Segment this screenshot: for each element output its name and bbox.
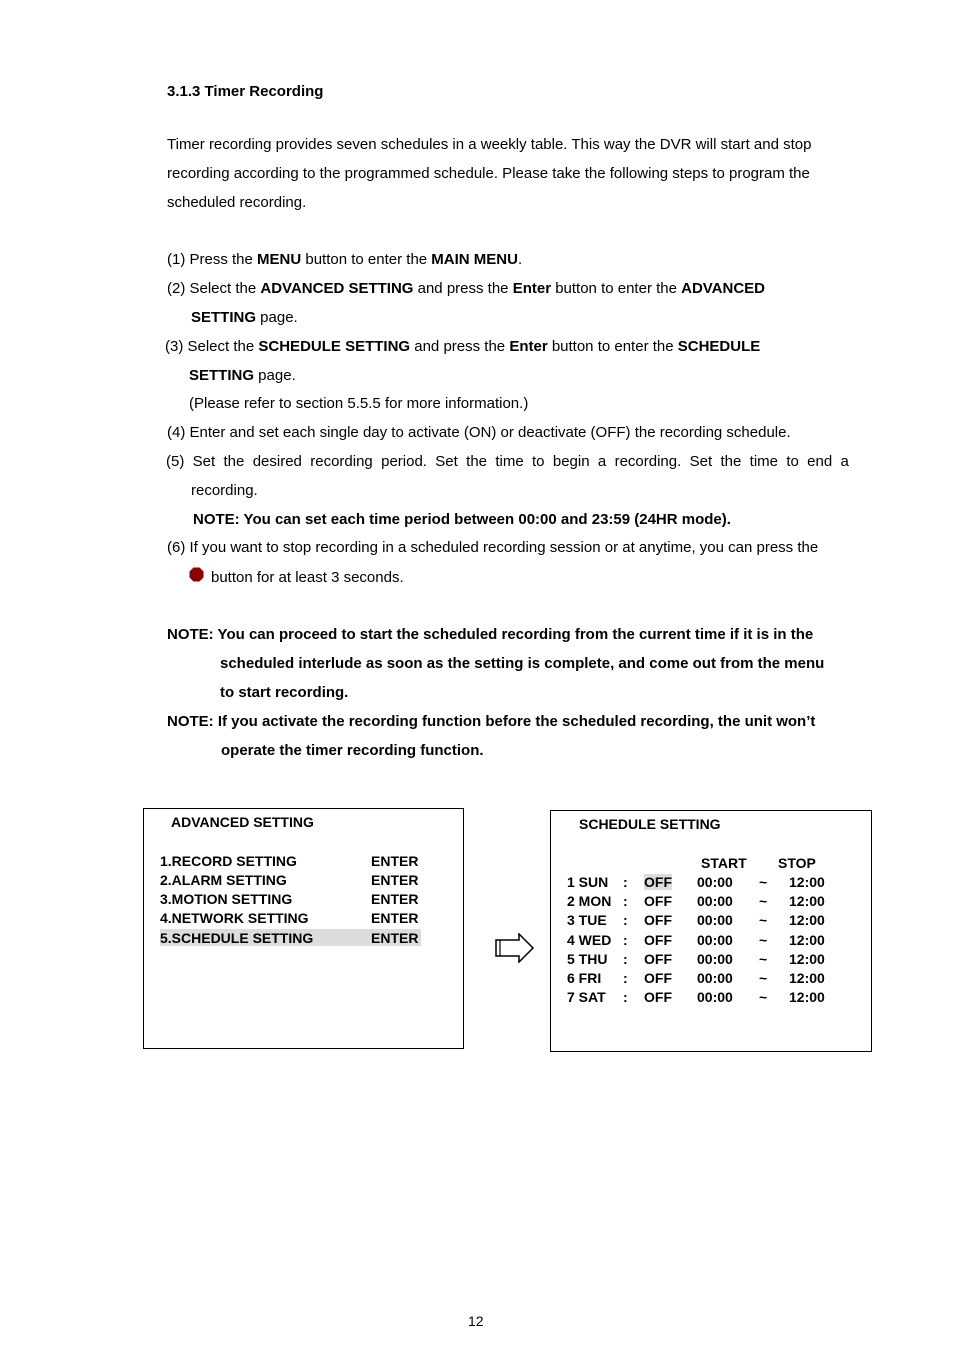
step-5-line-1: (5) Set the desired recording period. Set the time to begin a recording. Set the time to end a — [166, 453, 849, 470]
note-1-line-1: NOTE: You can proceed to start the scheduled recording from the current time if it is in the — [167, 626, 814, 643]
status-value[interactable]: OFF — [644, 931, 672, 948]
page-number: 12 — [468, 1313, 484, 1329]
step-1: (1) Press the MENU button to enter the MAIN MENU. — [167, 251, 523, 268]
day-separator: : — [623, 970, 628, 986]
range-tilde: ~ — [759, 989, 768, 1006]
right-arrow-icon — [495, 933, 535, 963]
section-title: 3.1.3 Timer Recording — [167, 83, 324, 100]
range-tilde: ~ — [759, 912, 768, 929]
day-label: 7 SAT — [567, 989, 606, 1006]
menu-item-record-enter[interactable]: ENTER — [371, 853, 419, 869]
menu-item-network-setting[interactable]: 4.NETWORK SETTING — [160, 910, 309, 926]
step-3-reference: (Please refer to section 5.5.5 for more information.) — [189, 395, 529, 412]
stop-time[interactable]: 12:00 — [789, 989, 825, 1006]
menu-item-motion-enter[interactable]: ENTER — [371, 891, 419, 907]
day-separator: : — [623, 950, 628, 967]
step-3-line-1: (3) Select the SCHEDULE SETTING and press the Enter button to enter the SCHEDULE — [165, 338, 761, 355]
start-time[interactable]: 00:00 — [697, 931, 733, 948]
day-label: 3 TUE — [567, 912, 607, 929]
stop-column-header: STOP — [778, 855, 816, 871]
range-tilde: ~ — [759, 893, 768, 910]
range-tilde: ~ — [759, 874, 768, 890]
stop-time[interactable]: 12:00 — [789, 931, 825, 948]
record-button-icon — [189, 567, 204, 582]
day-separator: : — [623, 989, 628, 1006]
start-time[interactable]: 00:00 — [697, 970, 733, 986]
start-time[interactable]: 00:00 — [697, 893, 733, 910]
note-1-line-3: to start recording. — [220, 684, 349, 701]
stop-time[interactable]: 12:00 — [789, 950, 825, 967]
stop-time[interactable]: 12:00 — [789, 874, 825, 890]
step-5-line-2: recording. — [191, 482, 258, 499]
start-time[interactable]: 00:00 — [697, 989, 733, 1006]
menu-item-schedule-setting[interactable]: 5.SCHEDULE SETTING — [160, 930, 314, 946]
stop-time[interactable]: 12:00 — [789, 970, 825, 986]
day-separator: : — [623, 874, 628, 890]
intro-line-1: Timer recording provides seven schedules in a weekly table. This way the DVR will start and stop — [167, 136, 812, 153]
range-tilde: ~ — [759, 931, 768, 948]
step-2-line-1: (2) Select the ADVANCED SETTING and press the Enter button to enter the ADVANCED — [167, 280, 766, 297]
advanced-menu-title: ADVANCED SETTING — [171, 814, 314, 830]
day-label: 6 FRI — [567, 970, 602, 986]
intro-line-2: recording according to the programmed schedule. Please take the following steps to program the — [167, 165, 810, 182]
status-value[interactable]: OFF — [644, 970, 672, 986]
range-tilde: ~ — [759, 950, 768, 967]
stop-time[interactable]: 12:00 — [789, 912, 825, 929]
menu-item-alarm-setting[interactable]: 2.ALARM SETTING — [160, 872, 287, 888]
step-6-line-2: button for at least 3 seconds. — [211, 569, 404, 586]
menu-item-motion-setting[interactable]: 3.MOTION SETTING — [160, 891, 293, 907]
schedule-setting-menu — [550, 810, 872, 1052]
start-column-header: START — [701, 855, 747, 871]
day-separator: : — [623, 931, 628, 948]
status-value[interactable]: OFF — [644, 989, 672, 1006]
start-time[interactable]: 00:00 — [697, 950, 733, 967]
status-value[interactable]: OFF — [644, 874, 672, 890]
advanced-setting-menu — [143, 808, 464, 1049]
intro-line-3: scheduled recording. — [167, 194, 307, 211]
menu-item-alarm-enter[interactable]: ENTER — [371, 872, 419, 888]
step-3-line-2: SETTING page. — [189, 367, 296, 384]
stop-time[interactable]: 12:00 — [789, 893, 825, 910]
status-value[interactable]: OFF — [644, 950, 672, 967]
note-2-line-1: NOTE: If you activate the recording function before the scheduled recording, the unit won’t — [167, 713, 816, 730]
day-separator: : — [623, 893, 628, 910]
step-2-line-2: SETTING page. — [191, 309, 298, 326]
day-separator: : — [623, 912, 628, 929]
start-time[interactable]: 00:00 — [697, 912, 733, 929]
status-value[interactable]: OFF — [644, 912, 672, 929]
status-value[interactable]: OFF — [644, 893, 672, 910]
menu-item-record-setting[interactable]: 1.RECORD SETTING — [160, 853, 297, 869]
note-2-line-2: operate the timer recording function. — [221, 742, 484, 759]
step-5-note: NOTE: You can set each time period between 00:00 and 23:59 (24HR mode). — [193, 511, 731, 528]
day-label: 2 MON — [567, 893, 612, 910]
schedule-menu-title: SCHEDULE SETTING — [579, 816, 721, 832]
step-4: (4) Enter and set each single day to activate (ON) or deactivate (OFF) the recording schedule. — [167, 424, 791, 441]
day-label: 5 THU — [567, 950, 608, 967]
range-tilde: ~ — [759, 970, 768, 986]
note-1-line-2: scheduled interlude as soon as the setting is complete, and come out from the menu — [220, 655, 825, 672]
day-label: 4 WED — [567, 931, 612, 948]
start-time[interactable]: 00:00 — [697, 874, 733, 890]
step-6-line-1: (6) If you want to stop recording in a scheduled recording session or at anytime, you can press the — [167, 539, 819, 556]
menu-item-schedule-enter[interactable]: ENTER — [371, 930, 419, 946]
menu-item-network-enter[interactable]: ENTER — [371, 910, 419, 926]
day-label: 1 SUN — [567, 874, 609, 890]
